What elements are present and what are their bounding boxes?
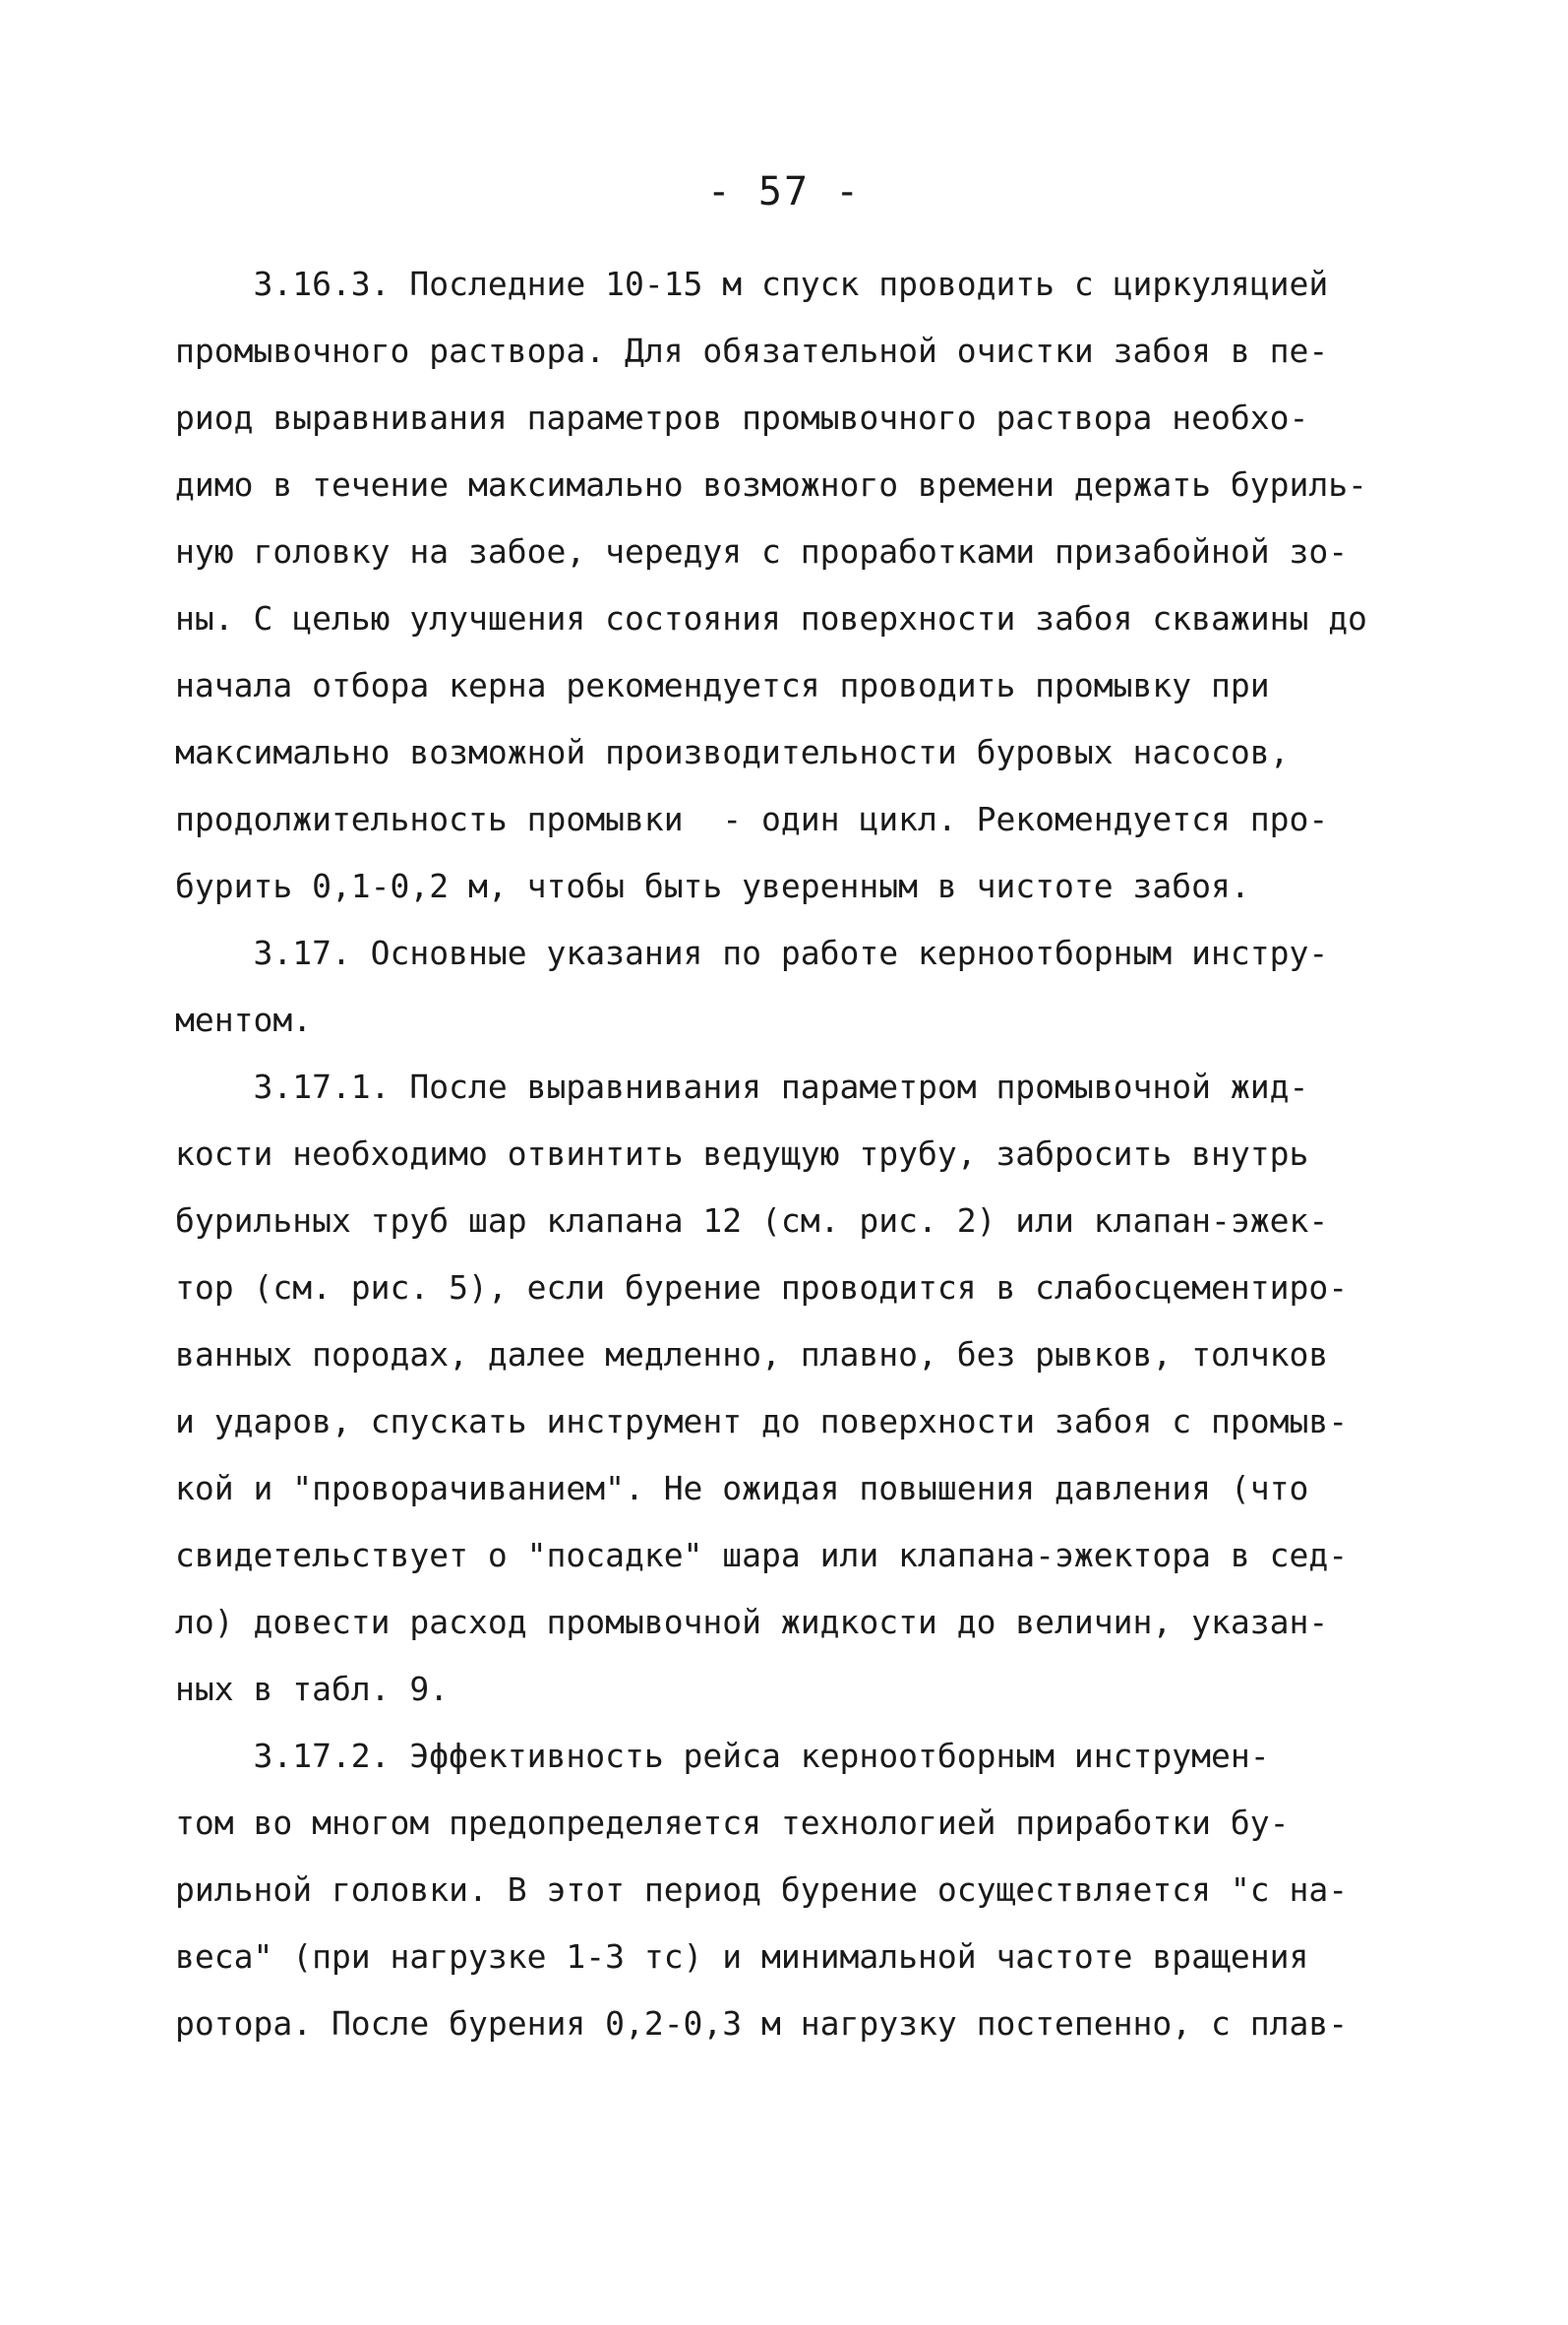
text-line: веса" (при нагрузке 1-3 тс) и минимальной частоте вращения: [175, 1937, 1309, 1976]
text-line: максимально возможной производительности буровых насосов,: [175, 733, 1290, 771]
text-line: тор (см. рис. 5), если бурение проводится в слабосцементиро-: [175, 1268, 1349, 1307]
text-line: рильной головки. В этот период бурение осуществляется "с на-: [175, 1870, 1349, 1909]
text-line: том во многом предопределяется технологией приработки бу-: [175, 1804, 1290, 1842]
text-line: кости необходимо отвинтить ведущую трубу, забросить внутрь: [175, 1134, 1309, 1173]
text-line: ную головку на забое, чередуя с проработками призабойной зо-: [175, 532, 1349, 571]
text-line: ло) довести расход промывочной жидкости до величин, указан-: [175, 1603, 1329, 1641]
text-line: промывочного раствора. Для обязательной очистки забоя в пе-: [175, 332, 1329, 370]
text-line: начала отбора керна рекомендуется проводить промывку при: [175, 666, 1270, 704]
text-line: 3.17. Основные указания по работе керноотборным инстру-: [175, 934, 1329, 972]
text-line: ротора. После бурения 0,2-0,3 м нагрузку постепенно, с плав-: [175, 2004, 1349, 2043]
text-line: 3.16.3. Последние 10-15 м спуск проводить с циркуляцией: [175, 265, 1329, 303]
text-line: 3.17.2. Эффективность рейса керноотборным инструмен-: [175, 1737, 1270, 1775]
text-line: кой и "проворачиванием". Не ожидая повышения давления (что: [175, 1469, 1309, 1507]
text-line: продолжительность промывки - один цикл. Рекомендуется про-: [175, 800, 1329, 838]
text-line: риод выравнивания параметров промывочного раствора необхо-: [175, 398, 1309, 437]
text-line: и ударов, спускать инструмент до поверхности забоя с промыв-: [175, 1402, 1349, 1440]
text-line: ных в табл. 9.: [175, 1670, 450, 1708]
text-line: 3.17.1. После выравнивания параметром промывочной жид-: [175, 1068, 1309, 1106]
text-line: ванных породах, далее медленно, плавно, без рывков, толчков: [175, 1335, 1329, 1374]
text-line: димо в течение максимально возможного времени держать буриль-: [175, 465, 1367, 504]
text-line: ментом.: [175, 1001, 313, 1039]
text-line: бурильных труб шар клапана 12 (см. рис. 2) или клапан-эжек-: [175, 1201, 1329, 1240]
text-line: свидетельствует о "посадке" шара или клапана-эжектора в сед-: [175, 1536, 1349, 1574]
text-line: бурить 0,1-0,2 м, чтобы быть уверенным в чистоте забоя.: [175, 867, 1250, 905]
text-line: ны. С целью улучшения состояния поверхности забоя скважины до: [175, 599, 1367, 638]
page-number: - 57 -: [706, 169, 862, 214]
